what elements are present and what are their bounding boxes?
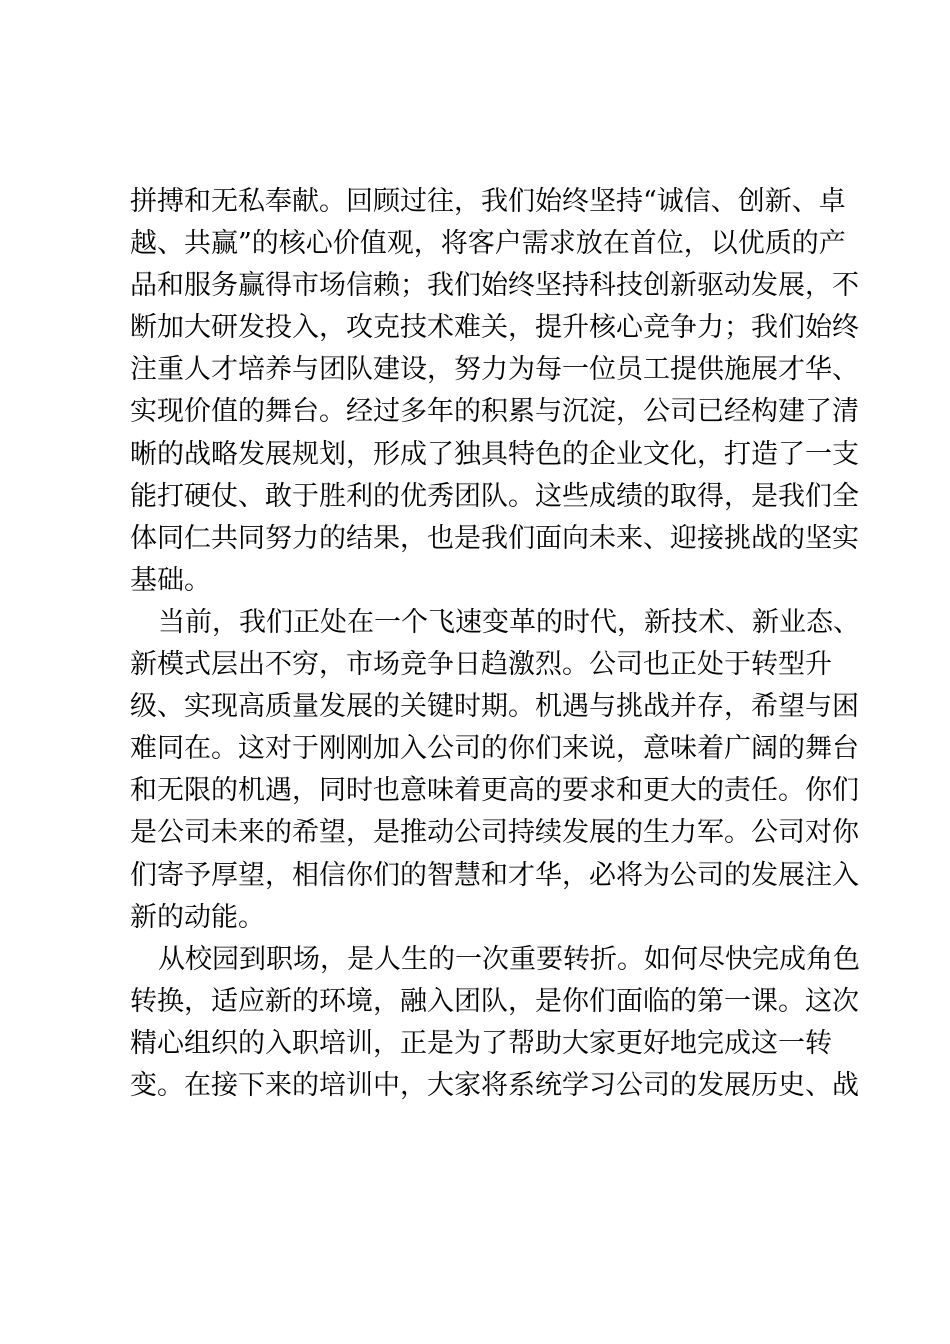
document-page (130, 181, 860, 1107)
text-line: 从校园到职场，是人生的一次重要转折。如何尽快完成角色 (158, 943, 860, 975)
paragraph-2 (130, 602, 860, 939)
text-line: 注重人才培养与团队建设，努力为每一位员工提供施展才华、 (130, 354, 859, 386)
text-line: 体同仁共同努力的结果，也是我们面向未来、迎接挑战的坚实 (130, 522, 859, 554)
text-line: 们寄予厚望，相信你们的智慧和才华，必将为公司的发展注入 (130, 859, 859, 891)
text-line: 新的动能。 (130, 901, 265, 933)
text-line: 断加大研发投入，攻克技术难关，提升核心竞争力；我们始终 (130, 312, 859, 344)
text-line: 能打硬仗、敢于胜利的优秀团队。这些成绩的取得，是我们全 (130, 480, 859, 512)
text-line: 是公司未来的希望，是推动公司持续发展的生力军。公司对你 (130, 817, 859, 849)
text-line: 晰的战略发展规划，形成了独具特色的企业文化，打造了一支 (130, 438, 859, 470)
text-line: 难同在。这对于刚刚加入公司的你们来说，意味着广阔的舞台 (130, 733, 859, 765)
text-line: 变。在接下来的培训中，大家将系统学习公司的发展历史、战 (130, 1069, 859, 1101)
text-line: 品和服务赢得市场信赖；我们始终坚持科技创新驱动发展，不 (130, 270, 859, 302)
text-line: 当前，我们正处在一个飞速变革的时代，新技术、新业态、 (158, 606, 860, 638)
text-line: 级、实现高质量发展的关键时期。机遇与挑战并存，希望与困 (130, 691, 859, 723)
paragraph-1 (130, 181, 859, 602)
text-line: 转换，适应新的环境，融入团队，是你们面临的第一课。这次 (130, 985, 859, 1017)
text-line: 基础。 (130, 564, 211, 596)
text-line: 新模式层出不穷，市场竞争日趋激烈。公司也正处于转型升 (130, 649, 832, 681)
text-line: 精心组织的入职培训，正是为了帮助大家更好地完成这一转 (130, 1027, 832, 1059)
text-line: 和无限的机遇，同时也意味着更高的要求和更大的责任。你们 (130, 775, 859, 807)
text-line: 越、共赢”的核心价值观，将客户需求放在首位，以优质的产 (130, 228, 846, 260)
paragraph-3 (130, 939, 860, 1107)
text-line: 拼搏和无私奉献。回顾过往，我们始终坚持“诚信、创新、卓 (130, 186, 846, 217)
text-line: 实现价值的舞台。经过多年的积累与沉淀，公司已经构建了清 (130, 396, 859, 428)
